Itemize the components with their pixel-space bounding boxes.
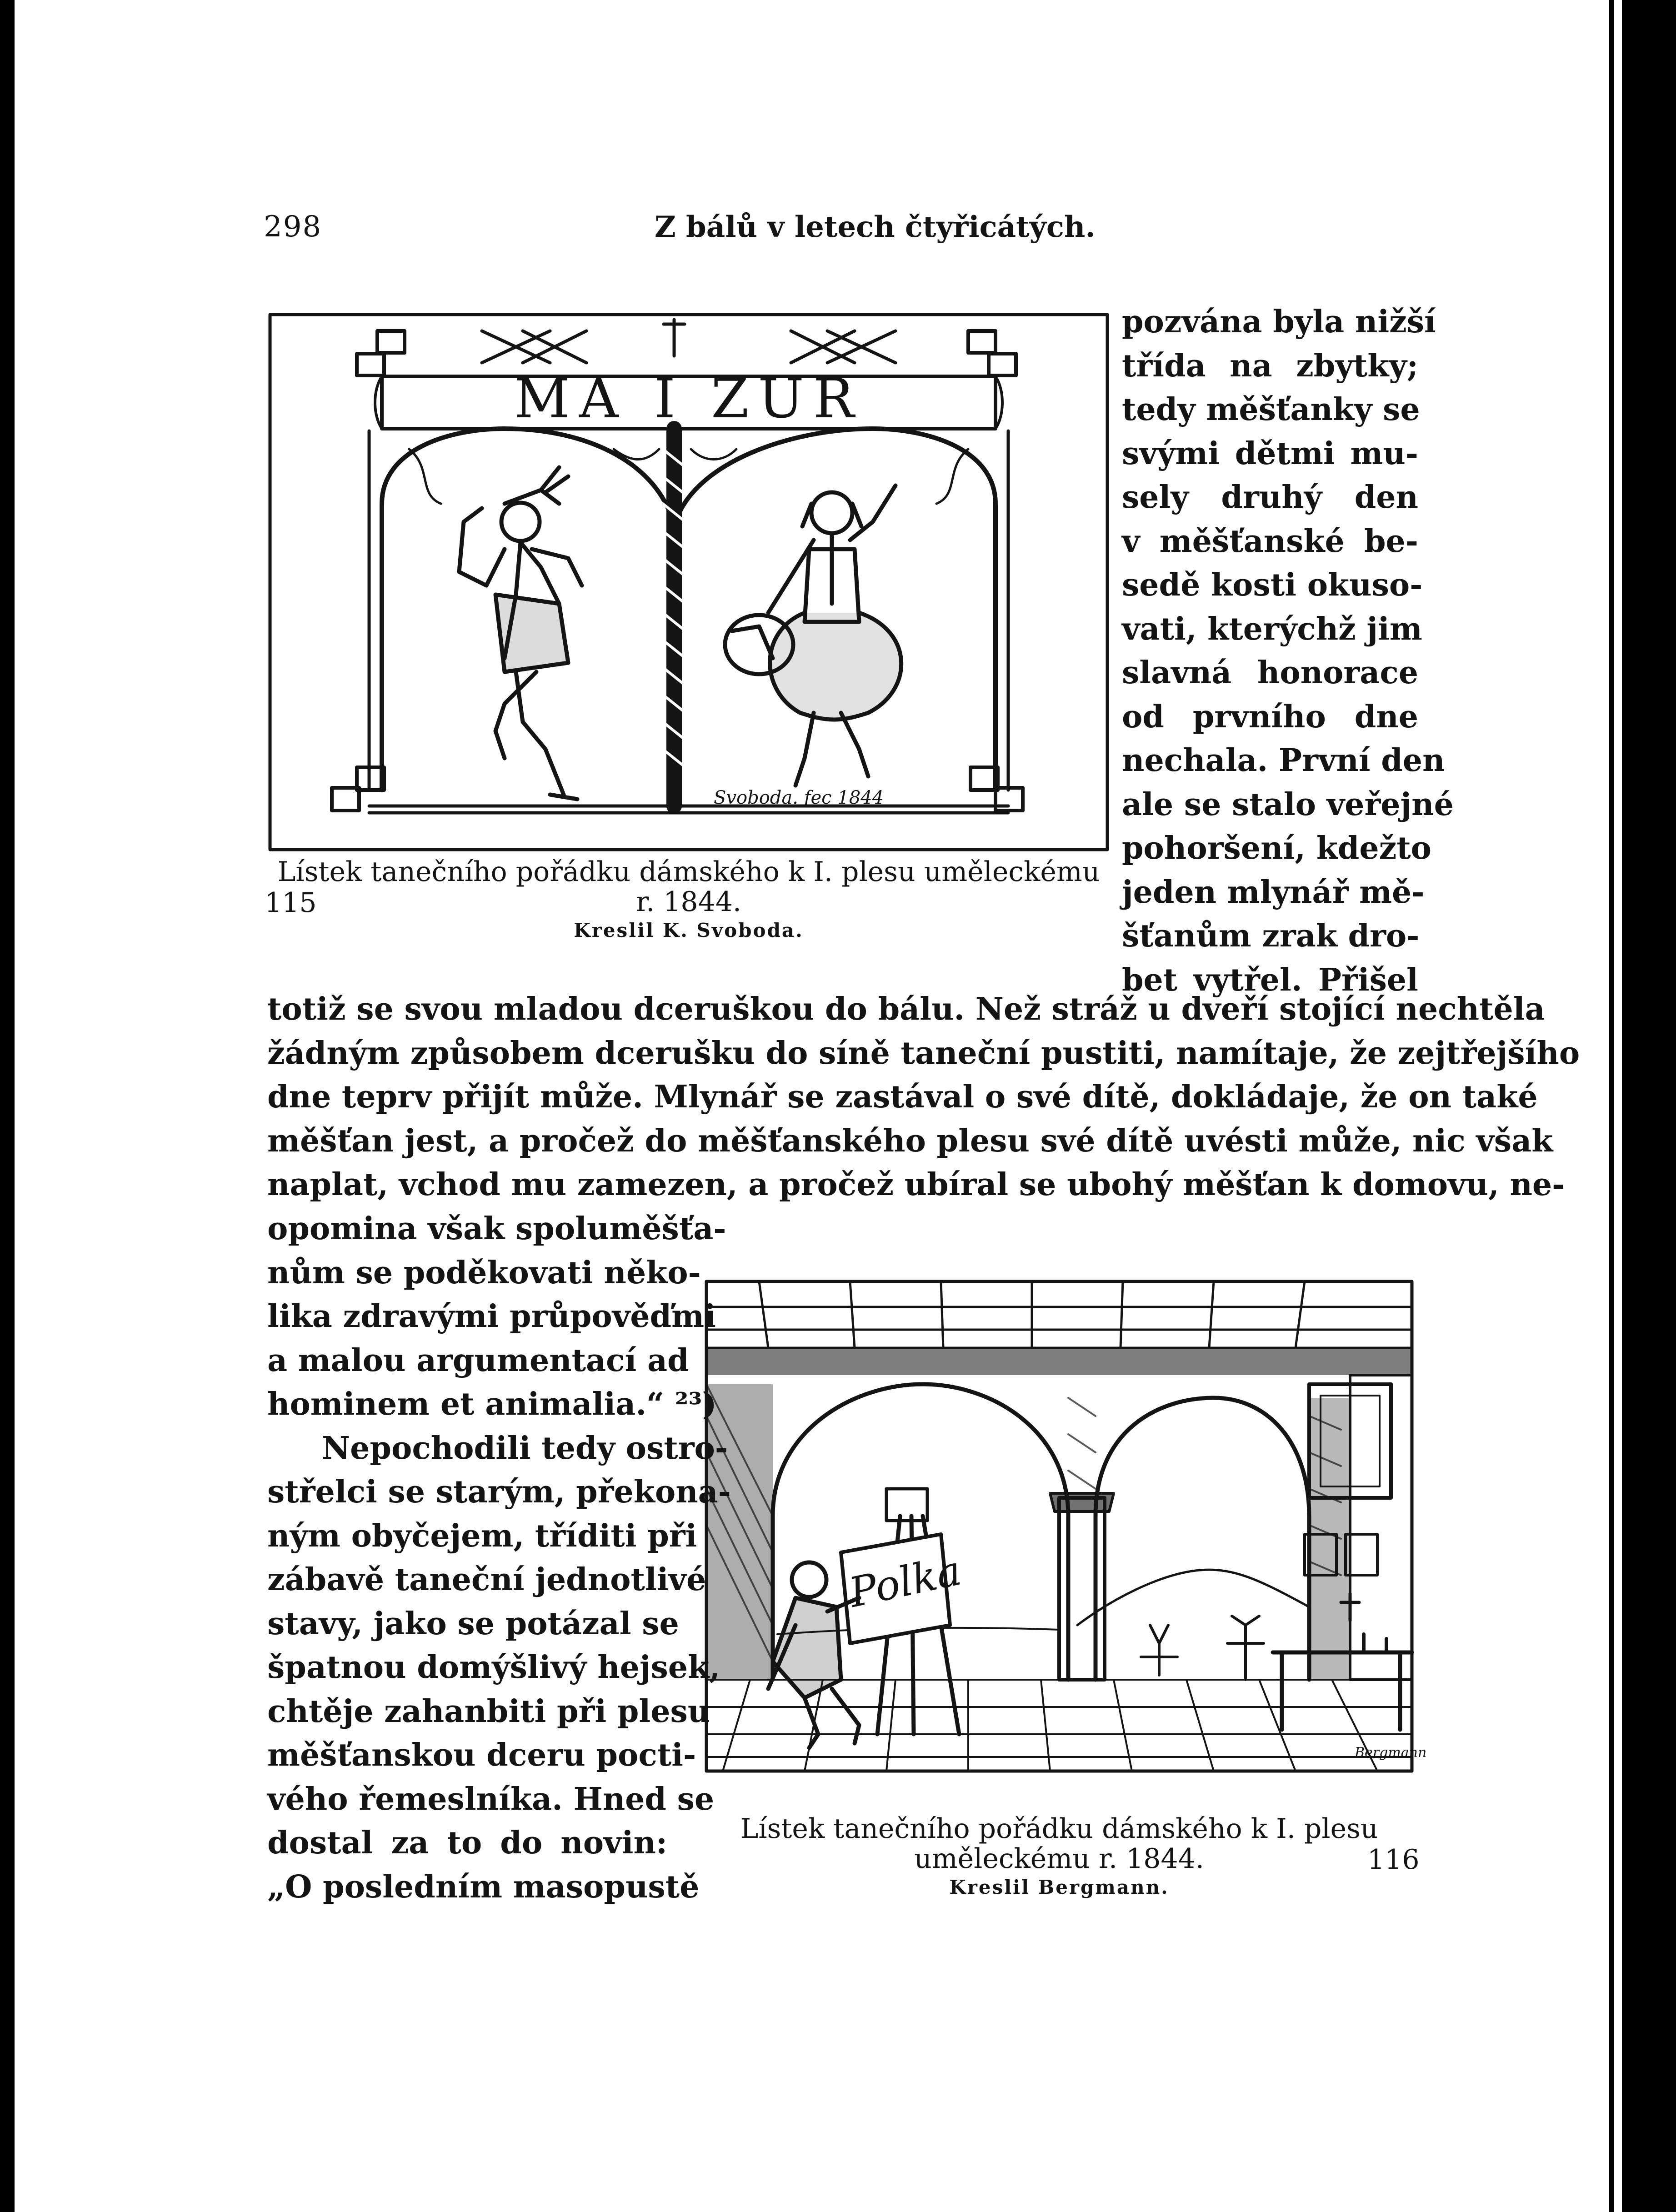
text-line: měšťanskou dceru pocti- xyxy=(267,1737,696,1773)
text-line: slavná honorace xyxy=(1122,655,1418,691)
top-figure-signature: Svoboda. fec 1844 xyxy=(714,787,884,808)
text-line: ale se stalo veřejné xyxy=(1122,786,1454,823)
text-line: vati, kterýchž jim xyxy=(1122,611,1422,647)
text-line: „O posledním masopustě xyxy=(267,1868,700,1905)
text-line: tedy měšťanky se xyxy=(1122,391,1420,428)
text-line: špatnou domýšlivý hejsek, xyxy=(267,1649,720,1686)
easel-sign-text: Polka xyxy=(845,1546,966,1617)
running-title: Z bálů v letech čtyřicátých. xyxy=(655,210,1096,244)
scan-border-left xyxy=(0,0,15,2212)
text-line: v měšťanské be- xyxy=(1122,523,1418,560)
scan-border-right-inner xyxy=(1609,0,1614,2212)
text-line: totiž se svou mladou dceruškou do bálu. Než stráž u dveří stojící nechtěla xyxy=(267,991,1545,1027)
text-line: svými dětmi mu- xyxy=(1122,435,1418,472)
text-line: třída na zbytky; xyxy=(1122,347,1418,384)
text-line: od prvního dne xyxy=(1122,698,1418,735)
text-line: naplat, vchod mu zamezen, a pročež ubíral se ubohý měšťan k domovu, ne- xyxy=(267,1166,1565,1203)
banner-text: MA I ZUR xyxy=(514,367,864,430)
text-line: nům se poděkovati něko- xyxy=(267,1254,701,1291)
text-line: hominem et animalia.“ ²³) xyxy=(267,1386,717,1422)
page-number: 298 xyxy=(264,210,322,244)
top-caption-line-2: r. 1844. xyxy=(635,886,741,918)
text-line: pohoršení, kdežto xyxy=(1122,830,1431,866)
text-line: dostal za to do novin: xyxy=(267,1825,667,1861)
right-column-text xyxy=(1122,300,1454,1002)
bottom-caption-credit: Kreslil Bergmann. xyxy=(949,1876,1169,1898)
text-line: měšťan jest, a pročež do měšťanského plesu své dítě uvésti může, nic však xyxy=(267,1122,1553,1159)
full-width-text xyxy=(267,987,1580,1207)
text-line: pozvána byla nižší xyxy=(1122,304,1436,340)
text-line: střelci se starým, překona- xyxy=(267,1474,731,1510)
top-caption-line-1: Lístek tanečního pořádku dámského k I. plesu uměleckému xyxy=(277,856,1100,888)
top-plate-number: 115 xyxy=(265,887,317,919)
mazur-dance-card-illustration xyxy=(268,313,1109,851)
bottom-caption-line-2: uměleckému r. 1844. xyxy=(914,1843,1204,1875)
bottom-figure-signature: Bergmann xyxy=(1355,1745,1427,1761)
text-line: Nepochodili tedy ostro- xyxy=(322,1430,728,1466)
text-line: nechala. První den xyxy=(1122,742,1445,779)
text-line: žádným způsobem dcerušku do síně taneční pustiti, namítaje, že zejtřejšího xyxy=(267,1035,1580,1071)
text-line: šťanům zrak dro- xyxy=(1122,918,1420,954)
text-line: chtěje zahanbiti při plesu xyxy=(267,1693,710,1730)
text-line: jeden mlynář mě- xyxy=(1122,874,1425,911)
bottom-figure-caption xyxy=(727,1814,1391,1901)
text-line: dne teprv přijít může. Mlynář se zastával o své dítě, dokládaje, že on také xyxy=(267,1079,1538,1115)
bottom-plate-number: 116 xyxy=(1367,1844,1420,1876)
bottom-caption-line-1: Lístek tanečního pořádku dámského k I. plesu xyxy=(740,1813,1378,1845)
left-column-text xyxy=(267,1207,731,1909)
text-line: a malou argumentací ad xyxy=(267,1342,689,1379)
top-caption-credit: Kreslil K. Svoboda. xyxy=(574,919,804,941)
polka-dance-card-illustration xyxy=(705,1280,1427,1773)
scan-border-right xyxy=(1622,0,1676,2212)
text-line: stavy, jako se potázal se xyxy=(267,1605,679,1642)
text-line: sedě kosti okuso- xyxy=(1122,567,1423,603)
running-head xyxy=(264,210,1177,251)
text-line: opomina však spoluměšťa- xyxy=(267,1211,726,1247)
text-line: ným obyčejem, tříditi při xyxy=(267,1517,697,1554)
text-line: sely druhý den xyxy=(1122,479,1418,515)
text-line: bet vytřel. Přišel xyxy=(1122,961,1418,998)
text-line: zábavě taneční jednotlivé xyxy=(267,1561,706,1598)
text-line: vého řemeslníka. Hned se xyxy=(267,1781,715,1817)
text-line: lika zdravými průpověďmi xyxy=(267,1298,716,1335)
top-figure-caption xyxy=(268,857,1109,944)
